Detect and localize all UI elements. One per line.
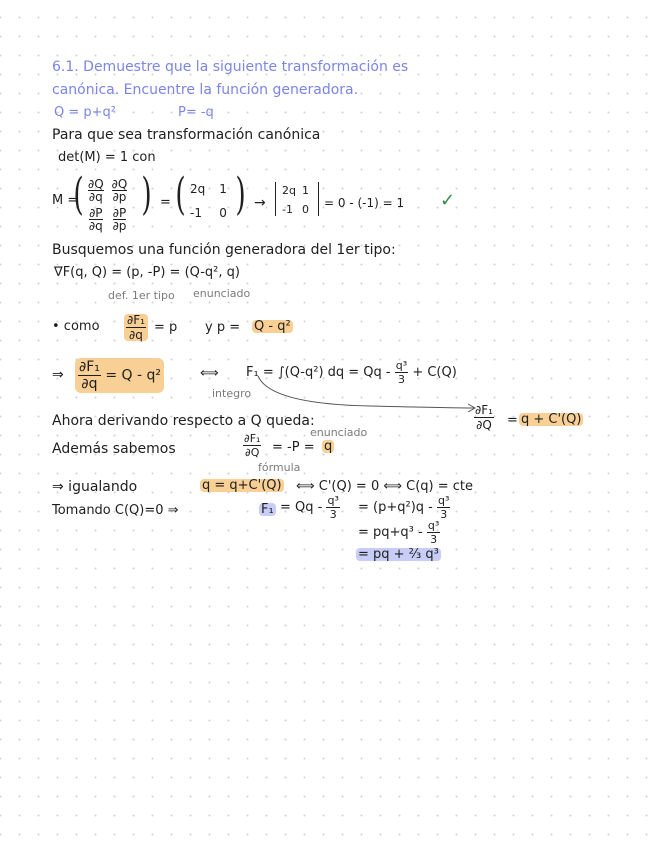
- det-bar-right: [318, 182, 319, 216]
- note-definition: def. 1er tipo: [108, 289, 175, 302]
- y-p: y p =: [205, 320, 241, 335]
- curved-arrow-icon: [250, 372, 480, 412]
- matrix-cell: ∂P ∂p: [112, 206, 127, 233]
- igualando-pre: ⇒ igualando: [52, 479, 138, 495]
- iff-1: ⟺: [200, 366, 219, 381]
- tomando-eq: = Qq - $\frac{\text{q³}}{3}$: [280, 494, 339, 521]
- bullet-como: • como: [52, 319, 100, 334]
- matrix-values: [190, 182, 227, 220]
- values-right-paren: ): [235, 169, 246, 220]
- expanded-eq: = pq+q³ - $\frac{\text{q³}}{3}$: [358, 519, 440, 546]
- matrix-value: 0: [219, 206, 227, 220]
- matrix-left-paren: (: [73, 169, 84, 220]
- det-value: -1: [282, 203, 293, 216]
- problem-title-line-2: canónica. Encuentre la función generadora.: [52, 82, 359, 98]
- ahora-result-highlight: q + C'(Q): [521, 412, 582, 427]
- jacobian-matrix: [88, 178, 127, 232]
- det-bar-left: [275, 182, 276, 216]
- det-value: 0: [301, 203, 309, 216]
- det-values: [282, 184, 309, 216]
- note-enunciado: enunciado: [193, 287, 251, 300]
- matrix-cell: ∂P ∂q: [88, 206, 103, 233]
- F1-highlight: F₁: [261, 502, 274, 517]
- final-result-highlight: = pq + ⅔ q³: [358, 547, 439, 562]
- det-value: 1: [301, 184, 309, 197]
- matrix-value: -1: [190, 206, 202, 220]
- matrix-label: M =: [52, 193, 79, 208]
- igualando-highlight: q = q+C'(Q): [202, 478, 282, 493]
- p-value-highlight: Q - q²: [254, 319, 291, 334]
- matrix-right-paren: ): [141, 169, 152, 220]
- tomando-eq-2: = (p+q²)q - $\frac{\text{q³}}{3}$: [358, 494, 450, 521]
- gradient-eq: ∇F(q, Q) = (p, -P) = (Q-q², q): [54, 265, 240, 280]
- matrix-equals: =: [160, 195, 171, 210]
- matrix-cell: ∂Q ∂q: [88, 177, 104, 204]
- integral-eq: F₁ = ∫(Q-q²) dq = Qq - $\frac{\text{q³}}{3}$ + C(Q): [246, 359, 457, 386]
- matrix-cell: ∂Q ∂p: [111, 177, 128, 204]
- transform-Q: Q = p+q²: [54, 105, 116, 120]
- highlight-dF1-eq: $\frac{\text{∂F₁}}{\partial q}$ = Q - q²: [75, 358, 164, 393]
- frac-dF1-dQ: $\frac{\text{∂F₁}}{\partial Q}$: [475, 403, 493, 432]
- arrow-icon: →: [254, 195, 266, 211]
- frac-dF1-dQ-2: $\frac{\text{∂F₁}}{\partial Q}$: [244, 432, 261, 459]
- generator-heading: Busquemos una función generadora del 1er tipo:: [52, 242, 396, 258]
- transform-P: P= -q: [178, 105, 214, 120]
- ademas-q-highlight: q: [324, 439, 333, 454]
- ademas-line: Además sabemos: [52, 441, 176, 457]
- note-integro: integro: [212, 387, 252, 400]
- ahora-line: Ahora derivando respecto a Q queda:: [52, 413, 315, 429]
- igualando-post: ⟺ C'(Q) = 0 ⟺ C(q) = cte: [296, 479, 473, 494]
- problem-title-line-1: 6.1. Demuestre que la siguiente transformación es: [52, 59, 409, 75]
- det-result: = 0 - (-1) = 1: [324, 196, 405, 210]
- ahora-eq: =: [507, 413, 518, 428]
- tomando-line: Tomando C(Q)=0 ⇒: [52, 503, 179, 518]
- matrix-value: 1: [219, 182, 227, 196]
- det-value: 2q: [282, 184, 296, 197]
- det-condition: det(M) = 1 con: [58, 150, 156, 165]
- ademas-rest: = -P =: [272, 440, 315, 455]
- frac-dF1-dq: $\frac{\text{∂F₁}}{\partial q}$: [124, 314, 148, 341]
- values-left-paren: (: [175, 169, 186, 220]
- condition-line: Para que sea transformación canónica: [52, 127, 321, 143]
- implies-1: ⇒: [52, 367, 64, 383]
- eq-p: = p: [154, 320, 178, 335]
- checkmark-icon: ✓: [440, 190, 456, 211]
- note-formula: fórmula: [258, 461, 301, 474]
- note-enunciado-2: enunciado: [310, 426, 368, 439]
- matrix-value: 2q: [190, 182, 206, 196]
